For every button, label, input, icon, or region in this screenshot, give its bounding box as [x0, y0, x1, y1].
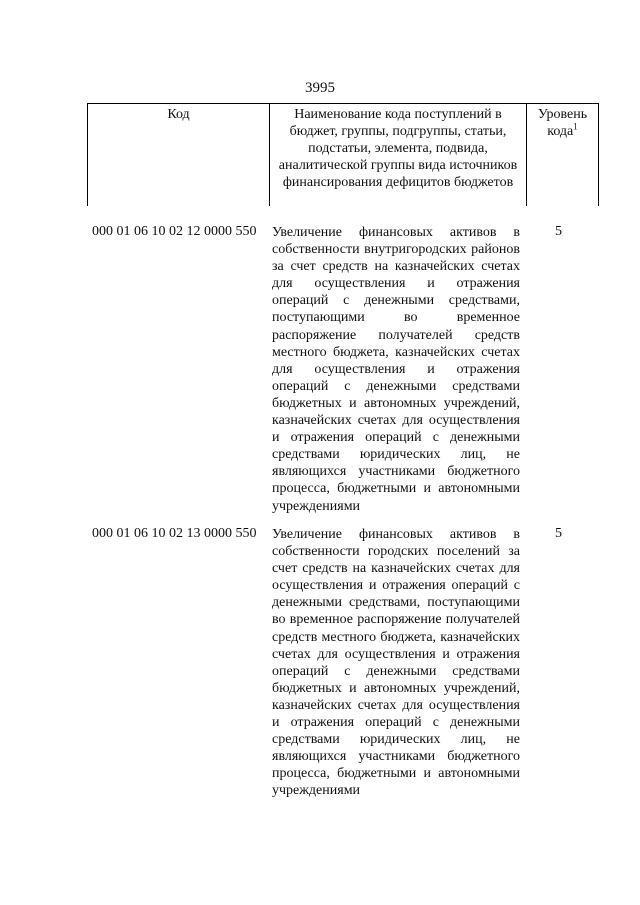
row-code: 000 01 06 10 02 13 0000 550 — [92, 526, 257, 541]
row-code: 000 01 06 10 02 12 0000 550 — [92, 224, 257, 239]
table-header — [87, 103, 599, 206]
row-name: Увеличение финансовых активов в собственности внутригородских районов за счет средств на казначейских счетах для осуществления и отражения операций с денежными средствами, поступающими во временное распоряжение получателей средств местного бюджета, казначейских счетах для осуществления и отражения операций с денежными средствами бюджетных и автономных учреждений, казначейских счетах для осуществления и отражения операций с денежными средствами юридических лиц, не являющихся участниками бюджетного процесса, бюджетными и автономными учреждениями — [272, 225, 520, 514]
header-level-footnote: 1 — [573, 121, 578, 132]
header-code-label: Код — [167, 107, 190, 122]
row-level: 5 — [555, 224, 562, 239]
row-level: 5 — [555, 526, 562, 541]
header-name-cell — [270, 104, 527, 206]
header-level-cell — [527, 104, 598, 206]
header-level-label: Уровень кода — [537, 107, 588, 139]
row-name: Увеличение финансовых активов в собственности городских поселений за счет средств на казначейских счетах для осуществления и отражения операций с денежными средствами, поступающими во временное распоряжение получателей средств местного бюджета, казначейских счетах для осуществления и отражения операций с денежными средствами бюджетных и автономных учреждений, казначейских счетах для осуществления и отражения операций с денежными средствами юридических лиц, не являющихся участниками бюджетного процесса, бюджетными и автономными учреждениями — [272, 527, 520, 799]
page-number: 3995 — [305, 80, 335, 96]
header-name-label: Наименование кода поступлений в бюджет, группы, подгруппы, статьи, подстатьи, элемента, подвида, аналитической группы вида источников финансирования дефицитов бюджетов — [278, 107, 518, 190]
header-code-cell — [88, 104, 270, 206]
